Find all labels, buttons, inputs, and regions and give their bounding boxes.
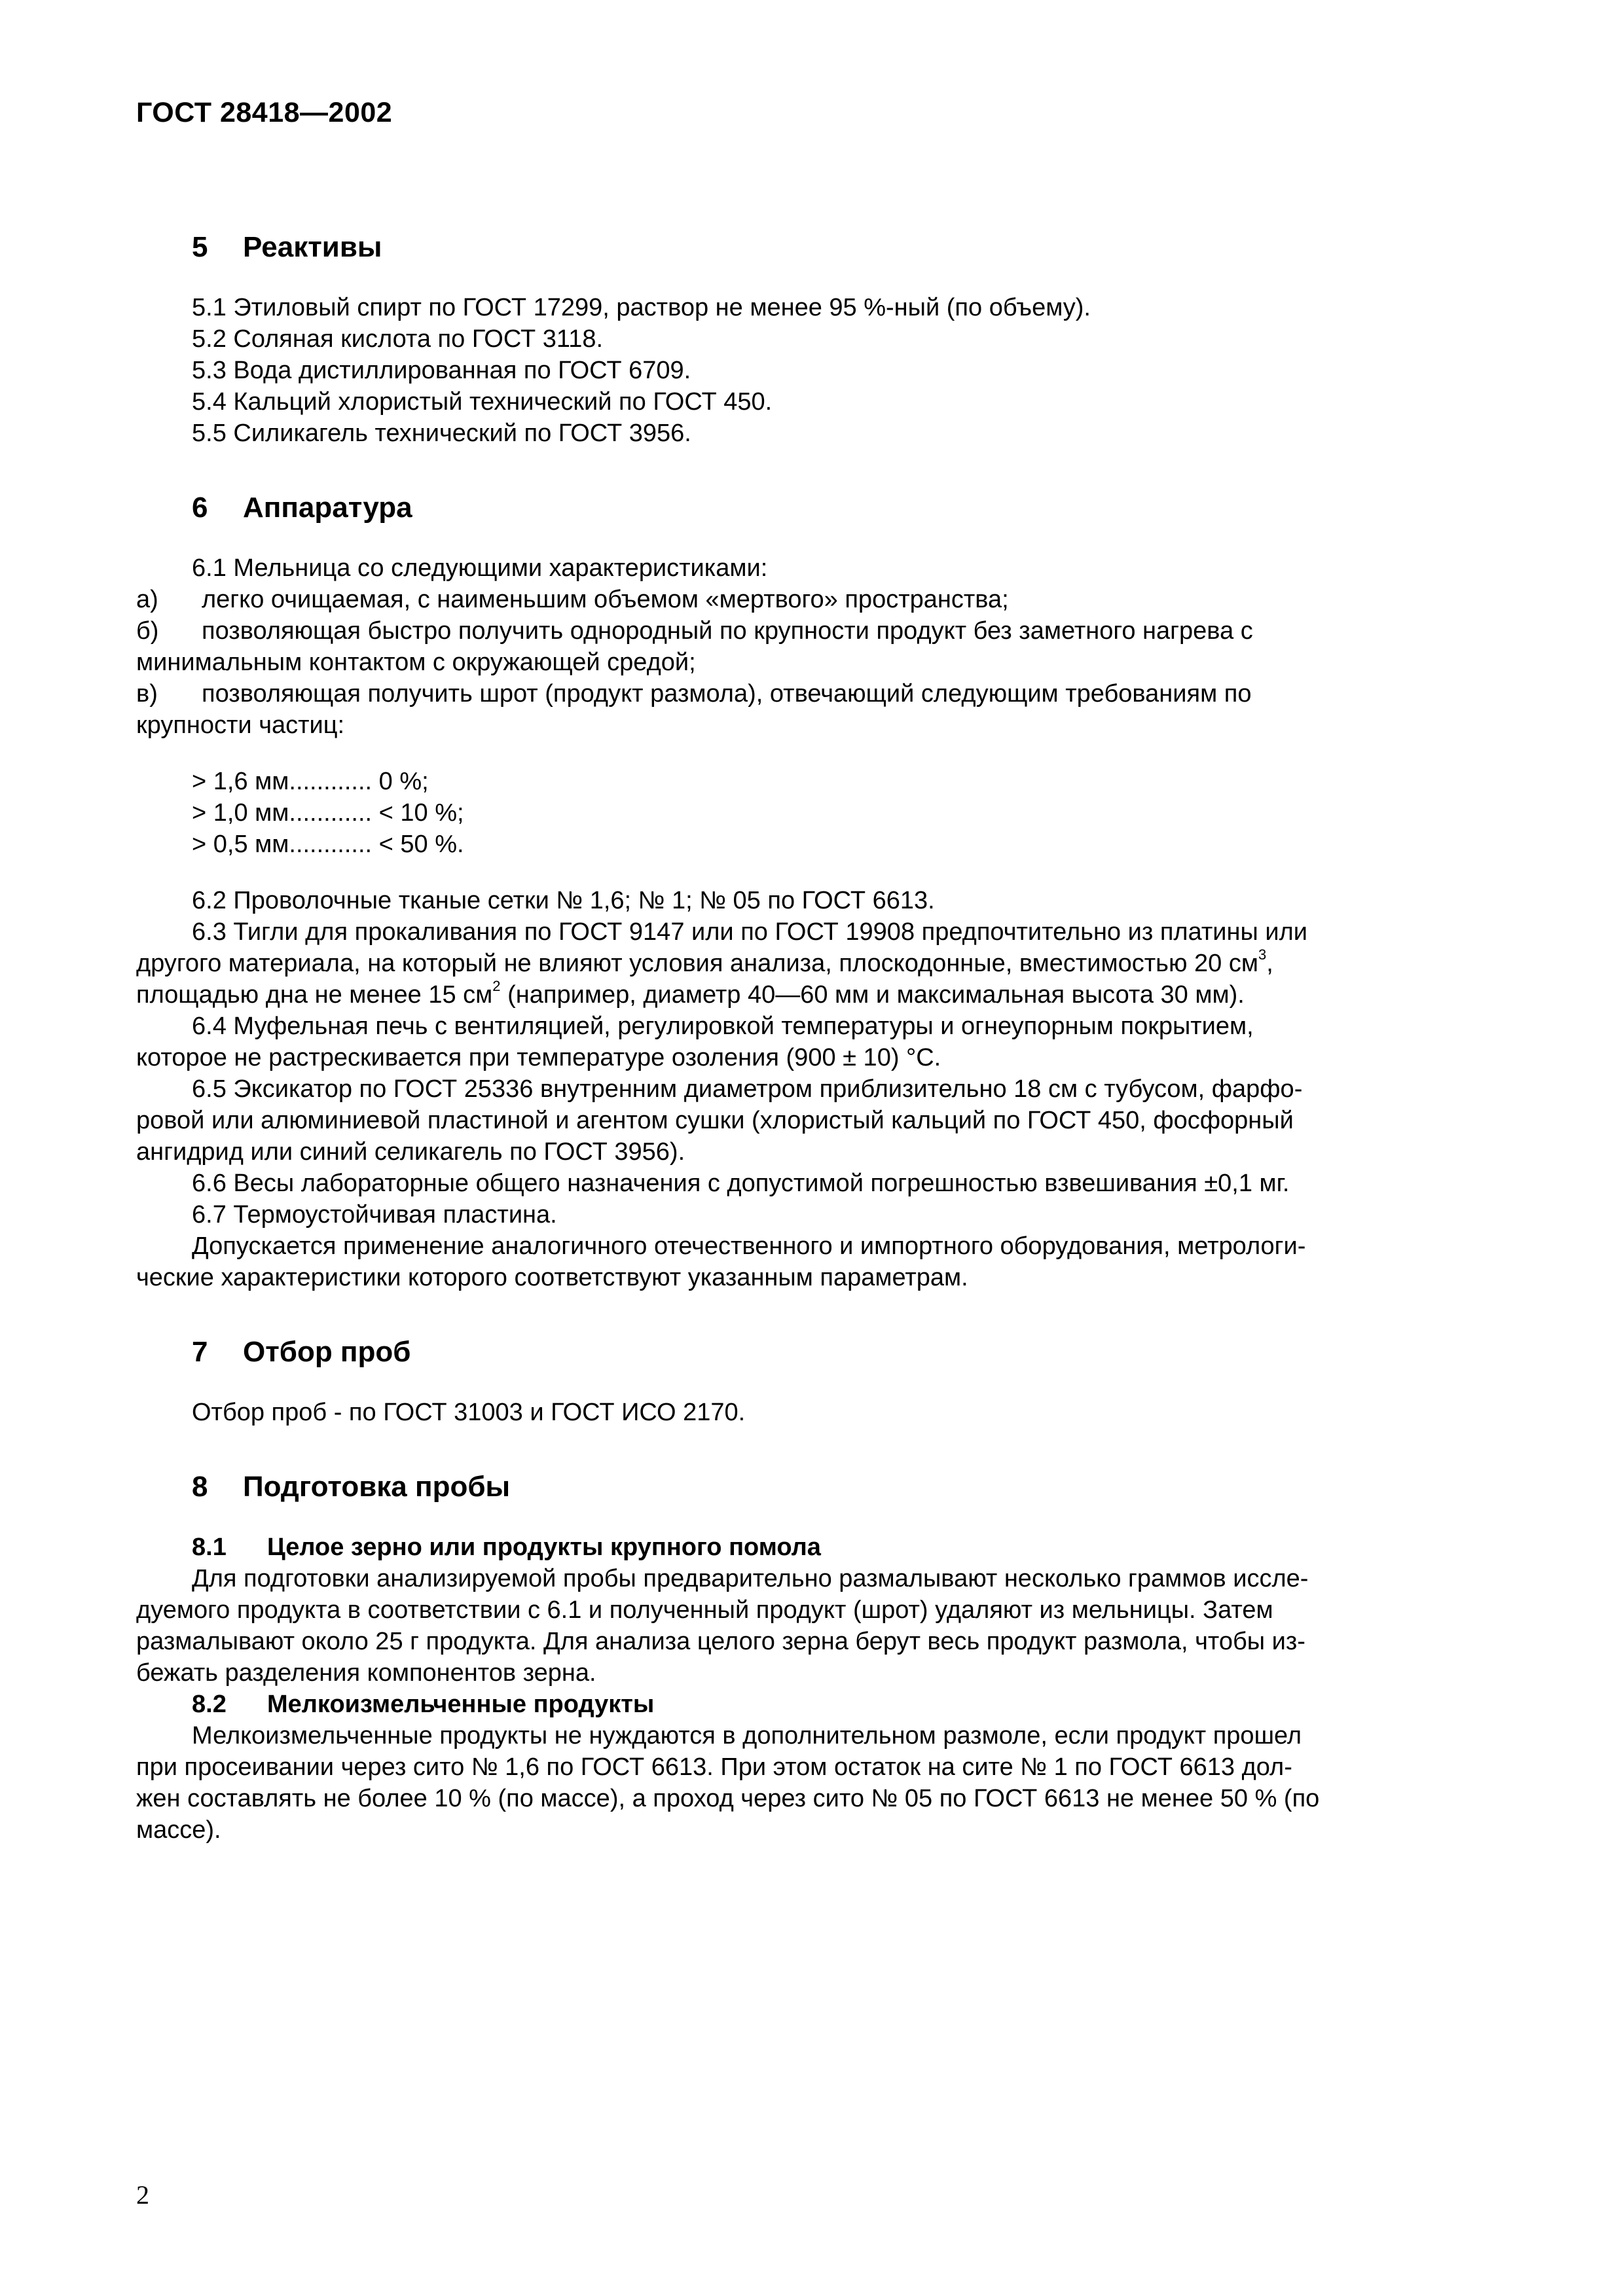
subsection-8-1-text: Для подготовки анализируемой пробы предварительно размалывают несколько граммов иссле- bbox=[192, 1565, 1309, 1592]
subsection-8-1-text-cont: размалывают около 25 г продукта. Для анализа целого зерна берут весь продукт размола, чтобы из- bbox=[136, 1628, 1305, 1655]
list-item: 5.1 Этиловый спирт по ГОСТ 17299, раствор не менее 95 %-ный (по объему). bbox=[192, 294, 1091, 321]
paragraph-6-3: 6.3 Тигли для прокаливания по ГОСТ 9147 или по ГОСТ 19908 предпочтительно из платины или bbox=[192, 918, 1307, 946]
section-number: 5 bbox=[192, 231, 208, 263]
section-title-text: Реактивы bbox=[243, 231, 382, 263]
text-run: (например, диаметр 40—60 мм и максимальная высота 30 мм). bbox=[500, 981, 1245, 1009]
subsection-title-text: Мелкоизмельченные продукты bbox=[267, 1691, 655, 1718]
list-label: б) bbox=[136, 617, 159, 645]
section-number: 6 bbox=[192, 492, 208, 524]
list-text: позволяющая быстро получить однородный по крупности продукт без заметного нагрева с bbox=[202, 617, 1253, 645]
paragraph-6-1: 6.1 Мельница со следующими характеристиками: bbox=[192, 554, 768, 582]
section-7-title bbox=[136, 1333, 1464, 1372]
paragraph-6-7: 6.7 Термоустойчивая пластина. bbox=[192, 1201, 557, 1229]
section-title-text: Отбор проб bbox=[243, 1336, 411, 1368]
paragraph-note-cont: ческие характеристики которого соответствуют указанным параметрам. bbox=[136, 1264, 968, 1291]
subsection-8-2-text-cont: при просеивании через сито № 1,6 по ГОСТ 6613. При этом остаток на сите № 1 по ГОСТ 6613 дол- bbox=[136, 1753, 1292, 1781]
paragraph-6-5: 6.5 Эксикатор по ГОСТ 25336 внутренним диаметром приблизительно 18 см с тубусом, фарфо- bbox=[192, 1075, 1303, 1103]
size-requirement: > 1,0 мм............ < 10 %; bbox=[192, 799, 464, 827]
list-label: а) bbox=[136, 586, 158, 613]
section-title-text: Подготовка пробы bbox=[243, 1471, 511, 1503]
subsection-number: 8.1 bbox=[192, 1534, 227, 1561]
list-item-b bbox=[136, 615, 1464, 647]
section-8-body bbox=[136, 1532, 1464, 1846]
list-text: позволяющая получить шрот (продукт размола), отвечающий следующим требованиям по bbox=[202, 680, 1252, 708]
text-run: другого материала, на который не влияют условия анализа, плоскодонные, вместимостью 20 см bbox=[136, 950, 1258, 977]
page-number: 2 bbox=[136, 2180, 149, 2210]
subsection-8-2-text: Мелкоизмельченные продукты не нуждаются в дополнительном размоле, если продукт прошел bbox=[192, 1722, 1302, 1749]
list-item-v bbox=[136, 678, 1464, 709]
subsection-8-2-text-cont: массе). bbox=[136, 1816, 221, 1844]
subsection-8-1-text-cont: бежать разделения компонентов зерна. bbox=[136, 1659, 596, 1687]
text-run: площадью дна не менее 15 см bbox=[136, 981, 493, 1009]
list-item: 5.4 Кальций хлористый технический по ГОСТ 450. bbox=[192, 388, 773, 416]
size-requirement: > 0,5 мм............ < 50 %. bbox=[192, 831, 464, 858]
list-item-b-cont: минимальным контактом с окружающей средой; bbox=[136, 649, 696, 676]
text-run: , bbox=[1266, 950, 1273, 977]
document-body bbox=[136, 228, 1464, 1846]
list-label: в) bbox=[136, 680, 158, 708]
section-title-text: Аппаратура bbox=[243, 492, 412, 524]
subsection-8-1-text-cont: дуемого продукта в соответствии с 6.1 и полученный продукт (шрот) удаляют из мельницы. Затем bbox=[136, 1596, 1273, 1624]
paragraph-6-3-cont2 bbox=[136, 979, 1464, 1011]
list-item: 5.3 Вода дистиллированная по ГОСТ 6709. bbox=[192, 357, 691, 384]
subsection-8-1-title bbox=[136, 1532, 1464, 1563]
section-6-body bbox=[136, 552, 1464, 1293]
paragraph-6-3-cont bbox=[136, 948, 1464, 979]
subsection-number: 8.2 bbox=[192, 1691, 227, 1718]
paragraph-6-5-cont: ровой или алюминиевой пластиной и агентом сушки (хлористый кальций по ГОСТ 450, фосфорный bbox=[136, 1107, 1294, 1134]
paragraph-6-4-cont: которое не растрескивается при температуре озоления (900 ± 10) °С. bbox=[136, 1044, 941, 1071]
section-6-title bbox=[136, 488, 1464, 528]
list-item-v-cont: крупности частиц: bbox=[136, 711, 345, 739]
list-item-a bbox=[136, 584, 1464, 615]
subsection-8-2-text-cont: жен составлять не более 10 % (по массе), а проход через сито № 05 по ГОСТ 6613 не менее 50 % (по bbox=[136, 1785, 1320, 1812]
list-item: 5.2 Соляная кислота по ГОСТ 3118. bbox=[192, 325, 604, 353]
section-7-text: Отбор проб - по ГОСТ 31003 и ГОСТ ИСО 2170. bbox=[192, 1399, 746, 1426]
document-header: ГОСТ 28418—2002 bbox=[136, 97, 393, 128]
paragraph-6-4: 6.4 Муфельная печь с вентиляцией, регулировкой температуры и огнеупорным покрытием, bbox=[192, 1013, 1254, 1040]
superscript: 2 bbox=[492, 978, 501, 994]
section-number: 7 bbox=[192, 1336, 208, 1368]
section-5-title bbox=[136, 228, 1464, 267]
paragraph-6-5-cont2: ангидрид или синий селикагель по ГОСТ 3956). bbox=[136, 1138, 685, 1166]
subsection-8-2-title bbox=[136, 1689, 1464, 1720]
paragraph-6-2: 6.2 Проволочные тканые сетки № 1,6; № 1; № 05 по ГОСТ 6613. bbox=[192, 887, 935, 914]
section-number: 8 bbox=[192, 1471, 208, 1503]
section-5-items bbox=[136, 292, 1464, 449]
subsection-title-text: Целое зерно или продукты крупного помола bbox=[267, 1534, 821, 1561]
list-item: 5.5 Силикагель технический по ГОСТ 3956. bbox=[192, 420, 691, 447]
list-text: легко очищаемая, с наименьшим объемом «мертвого» пространства; bbox=[202, 586, 1009, 613]
paragraph-note: Допускается применение аналогичного отечественного и импортного оборудования, метрологи- bbox=[192, 1232, 1306, 1260]
size-requirement: > 1,6 мм............ 0 %; bbox=[192, 768, 429, 795]
paragraph-6-6: 6.6 Весы лабораторные общего назначения с допустимой погрешностью взвешивания ±0,1 мг. bbox=[192, 1170, 1290, 1197]
section-8-title bbox=[136, 1467, 1464, 1507]
superscript: 3 bbox=[1258, 946, 1267, 963]
